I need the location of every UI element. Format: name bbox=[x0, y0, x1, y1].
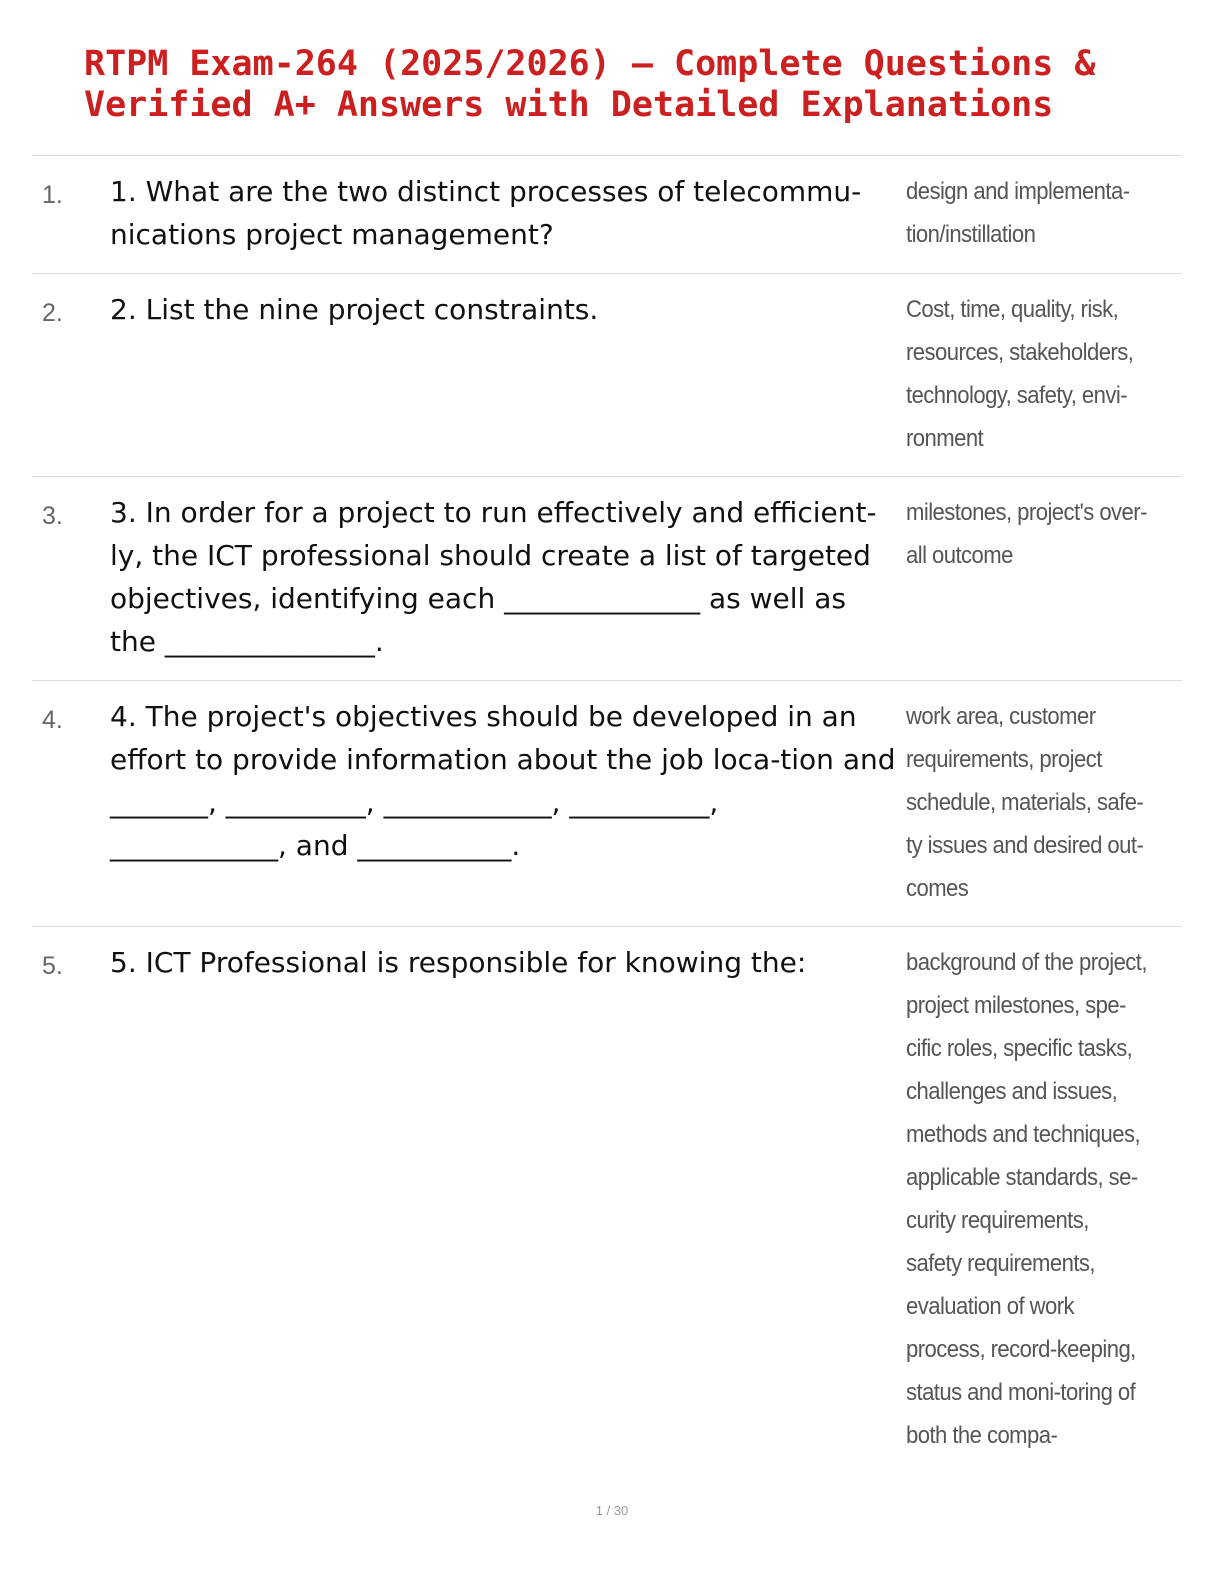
item-number: 4. bbox=[42, 706, 63, 734]
qa-row bbox=[32, 477, 1182, 681]
item-number: 2. bbox=[42, 299, 63, 327]
item-number: 5. bbox=[42, 952, 63, 980]
qa-row bbox=[32, 681, 1182, 927]
answer-text: Cost, time, quality, risk, resources, stakeholders, technology, safety, envi-ronment bbox=[906, 296, 1134, 452]
question-text: 3. In order for a project to run effectively and efficient-ly, the ICT professional should create a list of targeted objectives, identifying each ______________ as well as the _______________. bbox=[110, 496, 877, 658]
qa-row bbox=[32, 156, 1182, 274]
page-indicator: 1 / 30 bbox=[595, 1503, 629, 1518]
answer-text: work area, customer requirements, project schedule, materials, safe-ty issues and desired out-comes bbox=[906, 703, 1144, 902]
item-number: 3. bbox=[42, 502, 63, 530]
question-text: 2. List the nine project constraints. bbox=[110, 293, 599, 326]
question-text: 5. ICT Professional is responsible for knowing the: bbox=[110, 946, 807, 979]
qa-list bbox=[32, 155, 1182, 1487]
qa-row bbox=[32, 927, 1182, 1487]
item-number: 1. bbox=[42, 181, 63, 209]
answer-text: background of the project, project milestones, spe-cific roles, specific tasks, challenges and issues, methods and techniques, applicable standards, se-curity requirements, safety requirements, evaluation of work process, record-keeping, status and moni-toring of both the compa- bbox=[906, 949, 1147, 1449]
answer-text: design and implementa-tion/instillation bbox=[906, 178, 1130, 248]
answer-text: milestones, project's over-all outcome bbox=[906, 499, 1147, 569]
qa-row bbox=[32, 274, 1182, 477]
question-text: 1. What are the two distinct processes of telecommu-nications project management? bbox=[110, 175, 862, 251]
document-title: RTPM Exam-264 (2025/2026) – Complete Questions & Verified A+ Answers with Detailed Explanations bbox=[84, 44, 1096, 125]
question-text: 4. The project's objectives should be developed in an effort to provide information about the job loca-tion and _______, __________, ____________, __________, ____________, and ___________. bbox=[110, 700, 896, 862]
